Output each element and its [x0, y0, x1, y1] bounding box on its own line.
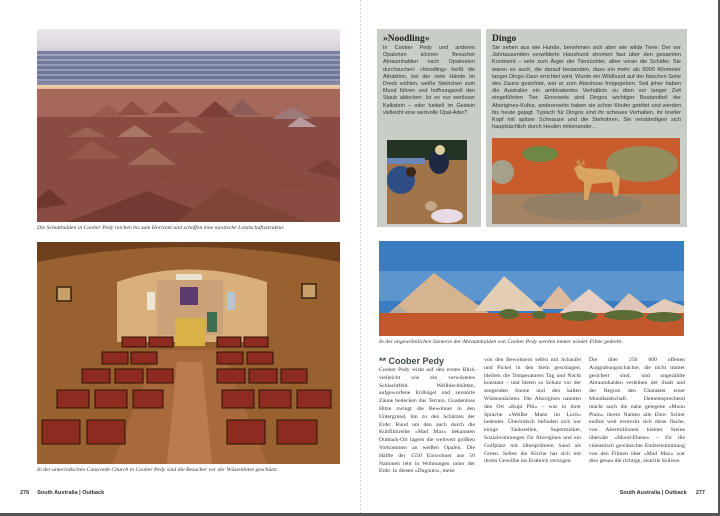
noodling-photo-svg	[387, 140, 467, 224]
sidebox-noodling-text: In Coober Pedy und anderen Opalorten können Besucher Abraumhalden nach Opalresten durchsuchen: »Noodling« heißt die Attraktion, bei der viele Hände im Dreck wühlen, weiße Steinchen zum Mund führen und hoffnungsvoll den Staub ablecken: Ist es nur wertloser Kalkstein – oder funkelt im Gestein vielleicht eine wertvolle Opal-Ader?	[383, 45, 475, 116]
page-gutter	[360, 0, 361, 516]
dingo-photo-svg	[492, 138, 680, 224]
mounds-svg	[37, 89, 340, 222]
caption-catacomb-church: In der unterirdischen Catacomb Church in Coober Pedy sind die Besucher vor der Wüstenhitze geschützt.	[37, 467, 279, 473]
running-title-left: South Australia | Outback	[37, 490, 105, 496]
page-number-right: 277	[695, 490, 705, 496]
article-column-3: Die über 250 000 offenen Ausgrabungsschächte, die nicht immer gesichert sind, und ungezählte Abraumhalden verleihen der Stadt und der Region den Charakter einer Mondlandschaft. Dementsprechend macht auch die nahe gelegene »Moon Plain« ihrem Namen alle Ehre: Schier endlos weit erstreckt sich diese flache, von Abermillionen kleiner Steine übersäte »Mond-Ebene« – für die cineastisch gewünschte Endzeitstimmung von den Filmen über »Mad Max« war dies genau die richtige, skurrile Kulisse.	[589, 357, 685, 465]
cloud-band	[37, 51, 340, 81]
article-heading: ** Coober Pedy	[379, 356, 445, 366]
sidebox-dingo	[486, 29, 687, 227]
article-column-1: Coober Pedy wirkt auf den ersten Blick vielleicht wie ein verwüstetes Schlachtfeld. Wellblechhütten, aufgeworfene Erdhügel und zerstörte Zäune bedecken das Terrain. Gnadenlose Hitze zwingt die Bewohner in den Untergrund, hin zu den Schätzen der Erde: Rund um den auch durch die Kultfilmreihe »Mad Max« bekannten Outback-Ort lagern die weltweit größten Vorkommen an weißen Opalen. Die Hälfte der 1550 Einwohner aus 50 Nationen lebt in Wohnungen unter der Erde. In diesen »Dugouts«, meist	[379, 367, 475, 475]
footer-right	[620, 490, 705, 496]
photo-mining-mounds-dusk	[37, 29, 340, 222]
sidebox-noodling-title: »Noodling«	[383, 34, 430, 44]
caption-mining-mounds: Die Schutthalden in Coober Pedy reichen bis zum Horizont und schaffen eine mystische Landschaftsstruktur.	[37, 225, 285, 231]
photo-pale-mounds	[379, 241, 684, 336]
page-number-left: 276	[20, 490, 30, 496]
article-column-2: von den Bewohnern selbst mit Schaufel und Pickel in den Stein geschlagen, bleiben die Temperaturen Tag und Nacht konstant – und bieten so Schutz vor der sengenden Sonne und den kalten Wüstennächten. Die Aborigines nannten den Ort »Kupi Piti« – was in ihrer Sprache »Weißer Mann im Loch« bedeutet. Überirdisch befinden sich nur einige Tankstellen, Supermärkte, Sozialwohnungen für Aborigines und ein Golfplatz mit ölbesprühtem Sand als Green. Selbst die Kirche hat sich mit ihrem Gewölbe ins Erdreich verzogen.	[484, 357, 581, 465]
sidebox-noodling	[377, 29, 481, 227]
sidebox-dingo-title: Dingo	[492, 34, 517, 44]
church-interior-svg	[37, 242, 340, 464]
photo-dingo	[492, 138, 680, 224]
sidebox-dingo-text: Sie sehen aus wie Hunde, benehmen sich aber wie wilde Tiere: Der vor Jahrtausenden verwilderte Haushund stromert fast über den gesamten Kontinent – sehr zum Ärger der Tierzüchter, allen voran die Schäfer. Sie waren es auch, die darauf bestanden, dass ein mehr als 5000 Kilometer langer Dingo-Zaun errichtet wird. Wurde ein Wildhund auf der falschen Seite des Zauns gesichtet, war er zum Abschuss freigegeben. Seit jeher haben die Australier ein ambivalentes Verhältnis zu dem vor langer Zeit eingeführten Tier. Einerseits sind Dingos wichtiger Bestandteil der Aborigines-Kultur, andererseits haben sie schon Kinder getötet und werden bis heute gejagt. Typisch für Dingos sind ihr scheues Verhalten, ihr breiter Kopf mit spitzer Schnauze und die Stehohren. Sie verständigen sich hauptsächlich durch Heulen miteinander. .	[492, 45, 681, 131]
running-title-right: South Australia | Outback	[619, 490, 687, 496]
photo-catacomb-church	[37, 242, 340, 464]
caption-pale-mounds: In der ungewöhnlichen Szenerie der Abraumhalden von Coober Pedy werden immer wieder Filme gedreht.	[379, 339, 623, 345]
pale-mounds-svg	[379, 241, 684, 336]
sky-upper	[37, 29, 340, 47]
footer-left	[20, 490, 104, 496]
photo-noodling	[387, 140, 467, 224]
